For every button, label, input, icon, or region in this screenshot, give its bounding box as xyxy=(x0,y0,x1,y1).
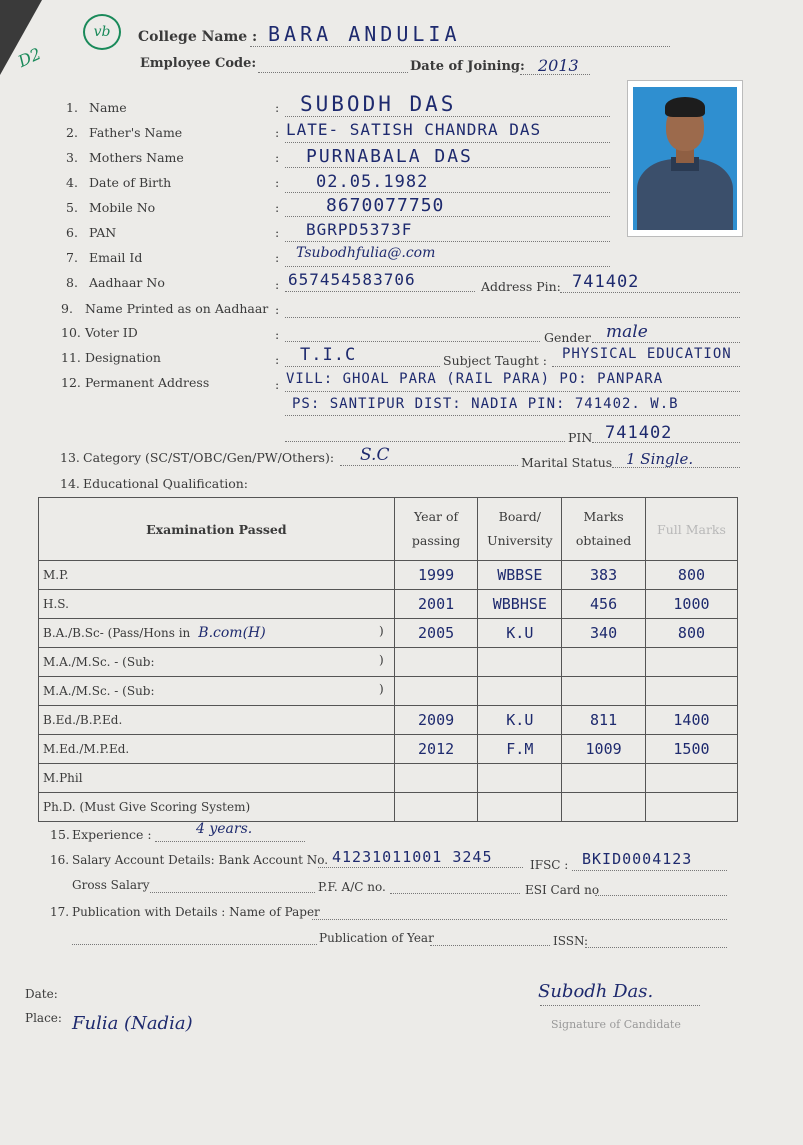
ifsc-line xyxy=(572,870,727,871)
email-value: Tsubodhfulia@.com xyxy=(296,245,436,261)
pan-num: 6. xyxy=(66,225,78,240)
salary-num: 16. xyxy=(50,853,70,867)
table-row: B.A./B.Sc- (Pass/Hons in B.com(H) ) 2005 K.U 340 800 xyxy=(39,619,738,648)
college-name-label: College Name : xyxy=(138,29,258,45)
father-num: 2. xyxy=(66,125,78,140)
employee-code-line xyxy=(258,72,408,73)
account-value: 41231011001 3245 xyxy=(332,848,493,866)
salary-label: Salary Account Details: Bank Account No. xyxy=(72,853,329,867)
voter-num: 10. xyxy=(61,325,81,340)
signature-line xyxy=(540,1005,700,1006)
publication-label: Publication with Details : Name of Paper xyxy=(72,905,320,919)
father-line xyxy=(285,142,610,143)
publication-line xyxy=(312,919,727,920)
pan-line xyxy=(285,241,610,242)
designation-label: Designation xyxy=(85,350,161,365)
aadhaar-name-num: 9. xyxy=(61,301,73,316)
email-num: 7. xyxy=(66,250,78,265)
aadhaar-label: Aadhaar No xyxy=(89,275,165,290)
subject-line xyxy=(552,366,740,367)
dob-value: 02.05.1982 xyxy=(316,172,429,192)
joining-value: 2013 xyxy=(538,56,579,75)
name-value: SUBODH DAS xyxy=(300,92,457,116)
marital-value: 1 Single. xyxy=(626,450,694,468)
address-pin-label: Address Pin: xyxy=(481,279,561,294)
signature-value: Subodh Das. xyxy=(538,981,654,1002)
subject-label: Subject Taught : xyxy=(443,353,548,368)
aadhaar-num: 8. xyxy=(66,275,78,290)
dob-num: 4. xyxy=(66,175,78,190)
designation-num: 11. xyxy=(61,350,81,365)
employee-code-label: Employee Code: xyxy=(140,56,257,71)
header-marks: Marks obtained xyxy=(562,498,646,561)
publication-year-label: Publication of Year xyxy=(319,931,434,945)
table-row: M.Ed./M.P.Ed. 2012 F.M 1009 1500 xyxy=(39,735,738,764)
issn-label: ISSN: xyxy=(553,934,589,948)
address-pin2-value: 741402 xyxy=(605,423,673,443)
name-label: Name xyxy=(89,100,127,115)
subject-value: PHYSICAL EDUCATION xyxy=(562,346,732,362)
address-line2-value: PS: SANTIPUR DIST: NADIA PIN: 741402. W.B xyxy=(292,396,679,412)
voter-line xyxy=(285,341,540,342)
issn-line xyxy=(585,947,727,948)
mobile-line xyxy=(285,216,610,217)
name-num: 1. xyxy=(66,100,78,115)
table-row: H.S. 2001 WBBHSE 456 1000 xyxy=(39,590,738,619)
esi-label: ESI Card no xyxy=(525,883,600,897)
header-year: Year of passing xyxy=(394,498,478,561)
account-line xyxy=(318,867,523,868)
address-blank-line xyxy=(285,441,565,442)
aadhaar-name-label: Name Printed as on Aadhaar xyxy=(85,301,269,316)
experience-num: 15. xyxy=(50,827,70,842)
header-board: Board/ University xyxy=(478,498,562,561)
publication-num: 17. xyxy=(50,905,70,919)
table-row: B.Ed./B.P.Ed. 2009 K.U 811 1400 xyxy=(39,706,738,735)
category-value: S.C xyxy=(360,445,390,465)
designation-value: T.I.C xyxy=(300,345,357,365)
gender-value: male xyxy=(606,322,648,342)
address-line2-line xyxy=(285,415,740,416)
corner-mark: D2 xyxy=(15,44,44,71)
mobile-label: Mobile No xyxy=(89,200,156,215)
category-num: 13. xyxy=(60,450,80,465)
circled-mark: vb xyxy=(83,14,121,50)
college-name-line xyxy=(250,46,670,47)
table-row: M.P. 1999 WBBSE 383 800 xyxy=(39,561,738,590)
pf-label: P.F. A/C no. xyxy=(318,880,386,894)
mobile-num: 5. xyxy=(66,200,78,215)
category-line xyxy=(340,465,518,466)
table-row: M.A./M.Sc. - (Sub: ) xyxy=(39,677,738,706)
gender-line xyxy=(592,342,740,343)
pan-value: BGRPD5373F xyxy=(306,220,413,239)
date-label: Date: xyxy=(25,987,58,1001)
marital-label: Marital Status xyxy=(521,455,613,470)
joining-label: Date of Joining: xyxy=(410,59,525,74)
mobile-value: 8670077750 xyxy=(326,195,445,216)
mother-line xyxy=(285,167,610,168)
pan-label: PAN xyxy=(89,225,117,240)
experience-value: 4 years. xyxy=(196,821,253,837)
table-row: Ph.D. (Must Give Scoring System) xyxy=(39,793,738,822)
aadhaar-name-line xyxy=(285,317,740,318)
aadhaar-line xyxy=(285,291,475,292)
application-form: vb D2 College Name : BARA ANDULIA Employee Code: Date of Joining: 2013 1. Name : SUBODH DAS 2. Father's Name : LATE- SATISH CHANDRA DAS 3. Mothers Name : PURNABALA DAS 4. Date of Birth : 02.05.1982 5. Mobile No : 8670077750 6. PAN : BGRPD5373F 7. Email Id : Tsubodhfulia@.com 8. Aadhaar No : 657454583706 Address Pin: 741402 9. Name Printed as on Aadhaar : 10. Voter ID : Gender male 11. Designation : T.I.C Subject Taught : PHYSICAL EDUCATION 12. Permanent Address : VILL: GHOAL PARA (RAIL PARA) PO: PANPARA PS: SANTIPUR DIST: NADIA PIN: 741402. W.B PIN 741402 13. Category (SC/ST/OBC/Gen/PW/Others): S.C Marital Status 1 Single. 14. Educational Qualification: Examination Passed Year of passing Board/ University Marks obtained Full Marks M.P. 1999 WBBSE 383 800 H.S. 2001 WBBHSE 456 1000 B.A./B.Sc- (Pass/Hons in B.com(H) ) 2005 K.U 340 800 M.A./M.Sc. - (Sub: ) M.A./M.Sc. - (Sub: ) B.Ed./B.P.Ed. 2009 K.U 811 1400 M.Ed./M.P.Ed. 2012 F.M 1009 1500 M.Phil Ph.D. (Must Give Scoring System) 15. Experience : 4 years. 16. Salary Account Details: Bank Account No. 41231011001 3245 IFSC : BKID0004123 Gross Salary P.F. A/C no. ESI Card no 17. Publication with Details : Name of Paper Publication of Year ISSN: Date: Place: Fulia (Nadia) Subodh Das. Signature of Candidate xyxy=(0,0,803,1145)
mother-num: 3. xyxy=(66,150,78,165)
table-row: M.A./M.Sc. - (Sub: ) xyxy=(39,648,738,677)
gender-label: Gender xyxy=(544,330,591,345)
esi-line xyxy=(595,895,727,896)
address-num: 12. xyxy=(61,375,81,390)
place-label: Place: xyxy=(25,1011,62,1025)
gross-salary-label: Gross Salary xyxy=(72,878,150,892)
table-row: M.Phil xyxy=(39,764,738,793)
name-line xyxy=(285,116,610,117)
address-pin-line xyxy=(560,292,740,293)
address-pin-value: 741402 xyxy=(572,272,640,292)
address-line1-line xyxy=(285,391,740,392)
experience-label: Experience : xyxy=(72,827,152,842)
address-pin2-label: PIN xyxy=(568,430,593,445)
email-line xyxy=(285,266,610,267)
candidate-photo xyxy=(627,80,743,237)
college-name-value: BARA ANDULIA xyxy=(268,22,461,46)
dob-label: Date of Birth xyxy=(89,175,172,190)
gross-salary-line xyxy=(150,892,315,893)
publication-year-line xyxy=(430,945,550,946)
father-label: Father's Name xyxy=(89,125,183,140)
mother-label: Mothers Name xyxy=(89,150,184,165)
father-value: LATE- SATISH CHANDRA DAS xyxy=(286,120,542,139)
dob-line xyxy=(285,192,610,193)
education-num: 14. xyxy=(60,476,80,491)
ifsc-value: BKID0004123 xyxy=(582,850,693,868)
table-header-row xyxy=(39,498,738,561)
signature-label: Signature of Candidate xyxy=(551,1018,681,1031)
publication-blank-line xyxy=(72,944,317,945)
category-label: Category (SC/ST/OBC/Gen/PW/Others): xyxy=(83,450,335,465)
designation-line xyxy=(285,366,440,367)
ifsc-label: IFSC : xyxy=(530,858,569,872)
aadhaar-value: 657454583706 xyxy=(288,270,416,289)
mother-value: PURNABALA DAS xyxy=(306,146,473,167)
education-label: Educational Qualification: xyxy=(83,476,248,491)
header-full-marks: Full Marks xyxy=(645,498,737,561)
header-exam: Examination Passed xyxy=(39,498,395,561)
pf-line xyxy=(390,893,520,894)
experience-line xyxy=(155,841,305,842)
voter-label: Voter ID xyxy=(85,325,138,340)
address-line1-value: VILL: GHOAL PARA (RAIL PARA) PO: PANPARA xyxy=(286,371,664,387)
education-table xyxy=(38,497,738,822)
email-label: Email Id xyxy=(89,250,143,265)
place-value: Fulia (Nadia) xyxy=(72,1013,193,1034)
address-label: Permanent Address xyxy=(85,375,210,390)
